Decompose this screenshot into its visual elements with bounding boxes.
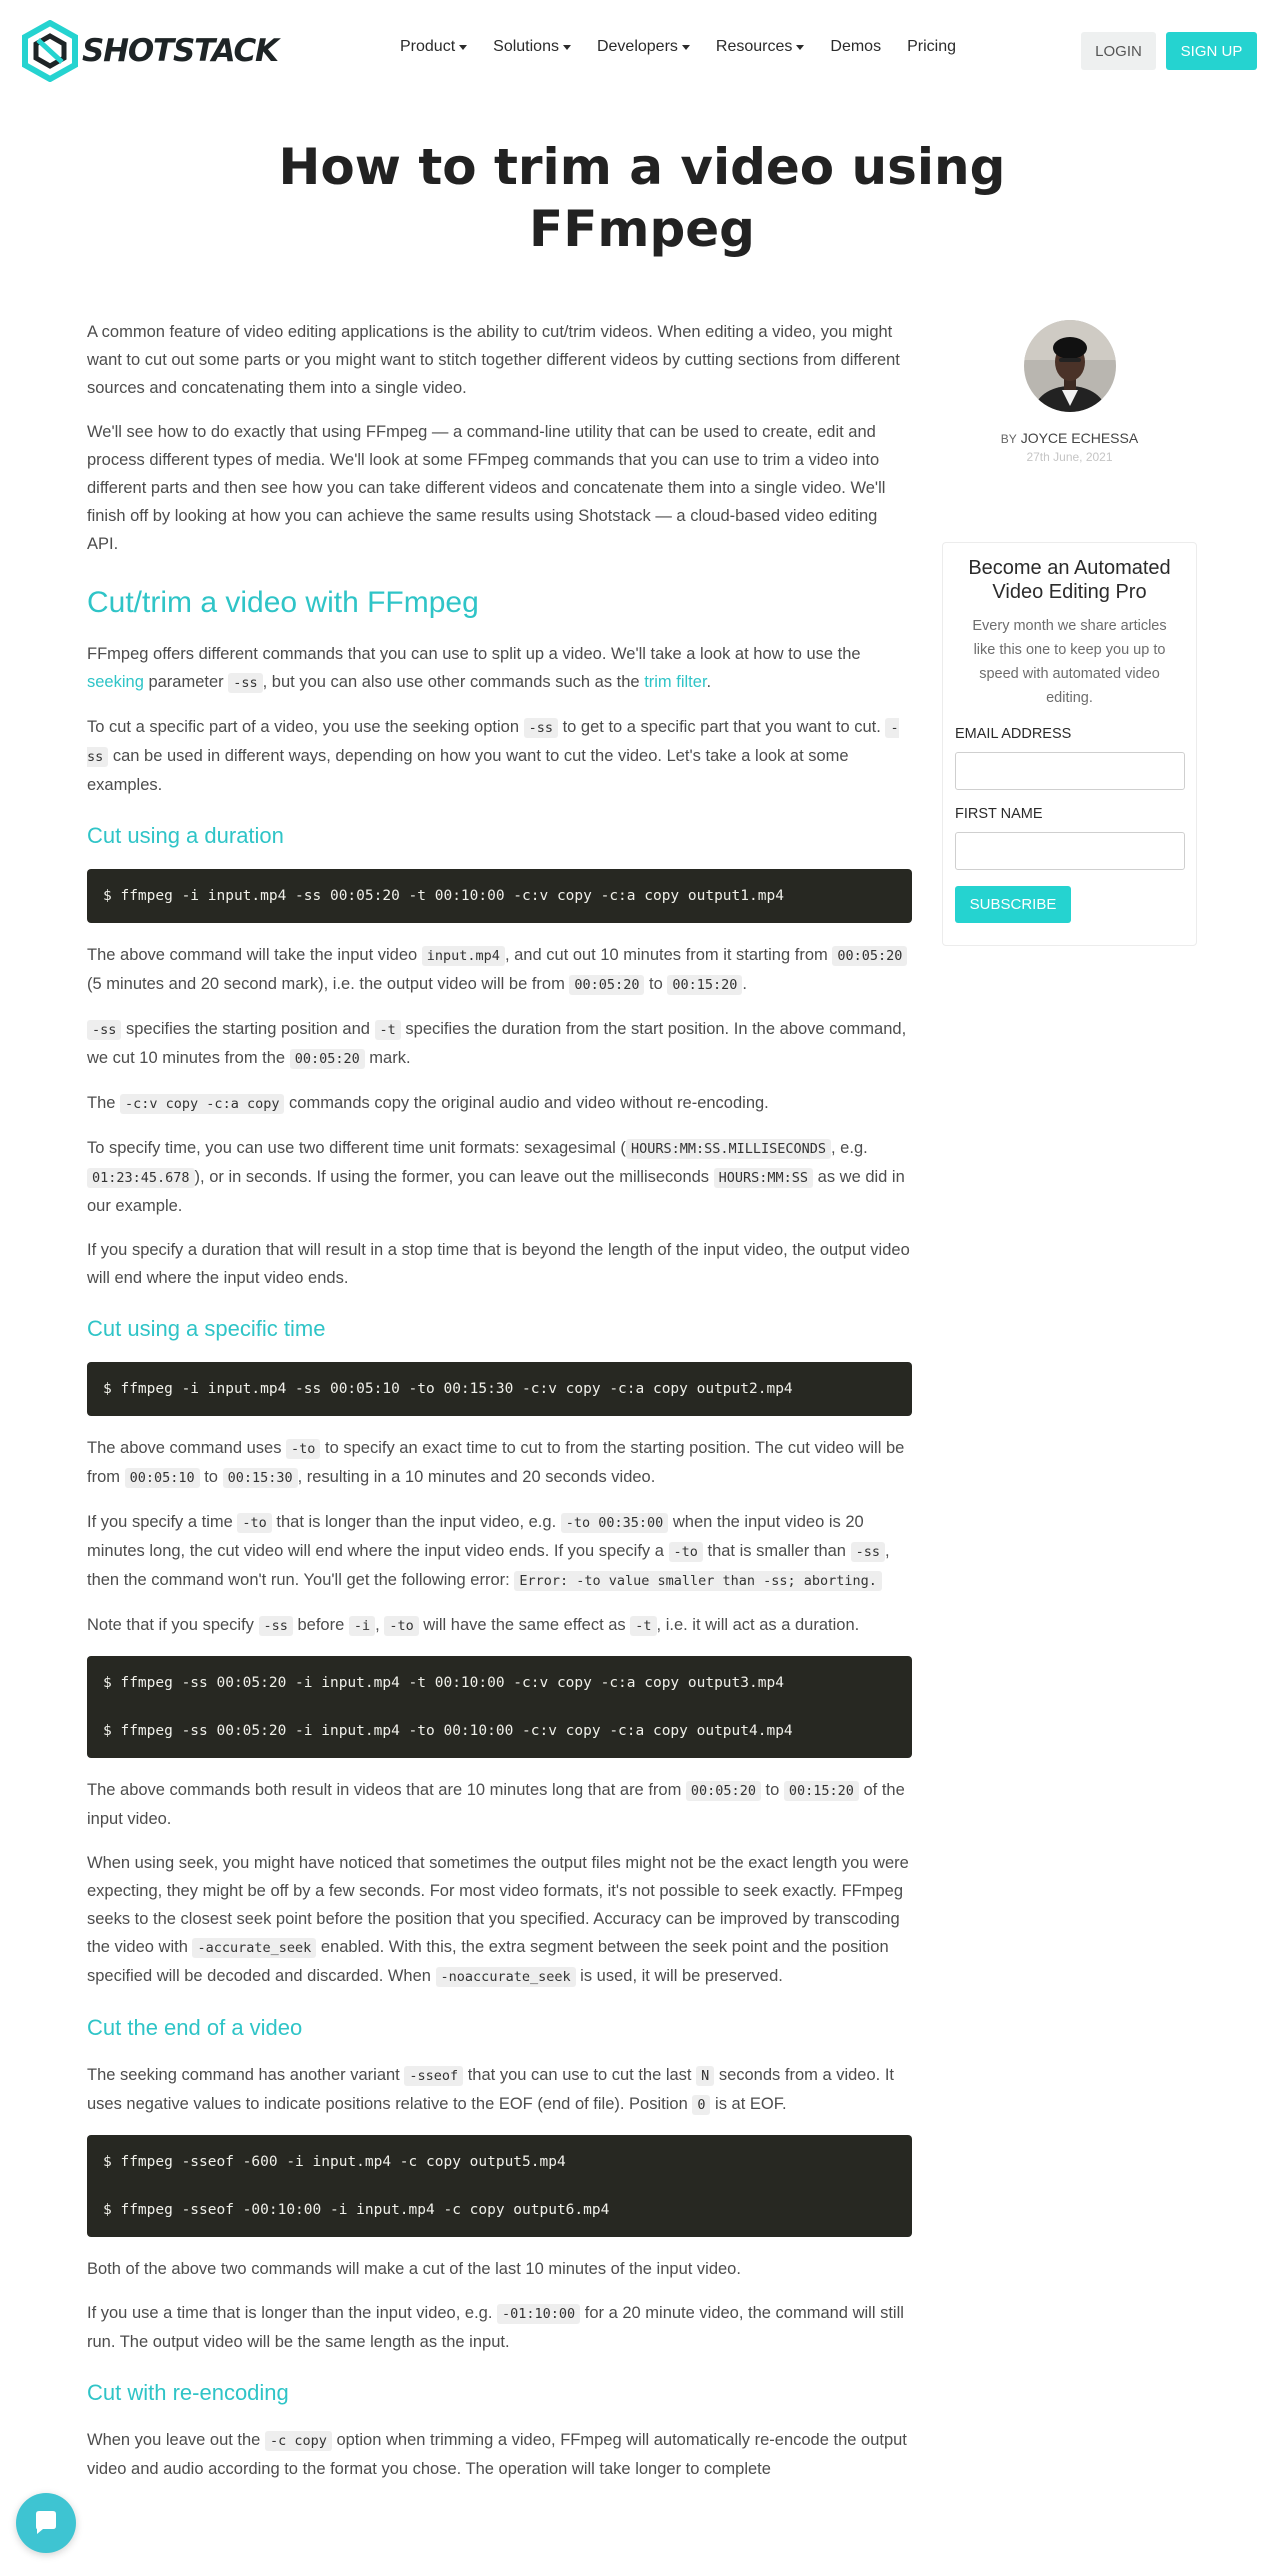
logo-wordmark: SHOTSTACK [82, 33, 278, 69]
inline-code: 01:23:45.678 [87, 1168, 195, 1188]
inline-code: -c:v copy -c:a copy [120, 1094, 284, 1114]
chevron-down-icon [682, 45, 690, 50]
subsection-heading: Cut the end of a video [87, 2015, 303, 2040]
chevron-down-icon [459, 45, 467, 50]
code-line: $ ffmpeg -i input.mp4 -ss 00:05:20 -t 00:10:00 -c:v copy -c:a copy output1.mp4 [103, 888, 784, 904]
inline-code: -ss [87, 720, 899, 765]
inline-code: -ss [87, 1020, 121, 1040]
login-button[interactable]: LOGIN [1081, 32, 1156, 70]
subsection-heading: Cut with re-encoding [87, 2380, 289, 2405]
intro-paragraph: We'll see how to do exactly that using FFmpeg — a command-line utility that can be used to create, edit and process different types of media. We'll look at some FFmpeg commands that you can use to trim a video into different parts and then see how you can take different videos and concatenate them into a single video. We'll finish off by looking at how you can achieve the same results using Shotstack — a cloud-based video editing API. [87, 423, 886, 553]
inline-code: -t [375, 1020, 401, 1040]
paragraph: The -c:v copy -c:a copy commands copy the original audio and video without re-encoding. [87, 1094, 769, 1112]
byline-prefix: BY [1000, 432, 1017, 446]
nav-resources-label: Resources [715, 38, 793, 55]
publish-date: 27th June, 2021 [1026, 450, 1113, 464]
paragraph: The above commands both result in videos that are 10 minutes long that are from 00:05:20 to 00:15:20 of the input video. [87, 1781, 905, 1828]
shotstack-logo-icon [22, 20, 78, 82]
paragraph: FFmpeg offers different commands that you can use to split up a video. We'll take a look at how to use the seeking parameter -ss , but you can also use other commands such as the trim filter. [87, 645, 861, 691]
code-line: $ ffmpeg -ss 00:05:20 -i input.mp4 -t 00:10:00 -c:v copy -c:a copy output3.mp4 [103, 1675, 784, 1691]
paragraph: The seeking command has another variant -sseof that you can use to cut the last N seconds from a video. It uses negative values to indicate positions relative to the EOF (end of file). Position 0 is at EOF. [87, 2066, 895, 2113]
inline-code: 00:05:20 [686, 1781, 761, 1801]
paragraph: When you leave out the -c copy option when trimming a video, FFmpeg will automatically re-encode the output video and audio according to the format you chose. The operation will take longer to complete [87, 2431, 907, 2478]
chat-icon [31, 2508, 61, 2538]
inline-code: -to [237, 1513, 271, 1533]
subsection-heading: Cut using a duration [87, 823, 284, 848]
code-line: $ ffmpeg -sseof -00:10:00 -i input.mp4 -c copy output6.mp4 [103, 2202, 610, 2218]
author-info [942, 318, 1197, 464]
shotstack-logo[interactable] [22, 20, 278, 82]
paragraph: If you specify a duration that will result in a stop time that is beyond the length of the input video, the output video will end where the input video ends. [87, 1241, 910, 1287]
inline-code: -to [384, 1616, 418, 1636]
nav-product-label: Product [400, 38, 456, 55]
newsletter-title: Become an Automated Video Editing Pro [968, 557, 1171, 603]
inline-code: -ss [851, 1542, 885, 1562]
intro-paragraph: A common feature of video editing applications is the ability to cut/trim videos. When editing a video, you might want to cut out some parts or you might want to stitch together different videos by cutting sections from different sources and concatenating them into a single video. [87, 323, 900, 397]
code-line: $ ffmpeg -ss 00:05:20 -i input.mp4 -to 00:10:00 -c:v copy -c:a copy output4.mp4 [103, 1723, 793, 1739]
inline-code: N [696, 2066, 714, 2086]
inline-code: -t [630, 1616, 656, 1636]
inline-code: -c copy [265, 2431, 332, 2451]
inline-code: 00:05:20 [290, 1049, 365, 1069]
inline-code: HOURS:MM:SS.MILLISECONDS [626, 1139, 831, 1159]
section-heading: Cut/trim a video with FFmpeg [87, 586, 479, 619]
page-title [0, 136, 1284, 260]
nav-developers[interactable] [597, 38, 690, 56]
nav-demos[interactable] [830, 38, 881, 56]
code-block[interactable] [87, 2135, 912, 2237]
nav-resources[interactable] [716, 38, 804, 56]
author-byline [942, 430, 1197, 446]
article-body [87, 318, 912, 2499]
paragraph: Both of the above two commands will make a cut of the last 10 minutes of the input video. [87, 2260, 741, 2278]
inline-code: -sseof [404, 2066, 463, 2086]
seeking-link[interactable]: seeking [87, 673, 144, 691]
inline-code: 00:15:30 [223, 1468, 298, 1488]
first-name-label: FIRST NAME [955, 806, 1043, 822]
paragraph: The above command uses -to to specify an exact time to cut to from the starting position. The cut video will be from 00:05:10 to 00:15:30 , resulting in a 10 minutes and 20 seconds video. [87, 1439, 905, 1486]
main-menu [400, 38, 982, 56]
nav-solutions[interactable] [493, 38, 571, 56]
nav-developers-label: Developers [596, 38, 678, 55]
inline-code: HOURS:MM:SS [714, 1168, 813, 1188]
inline-code: 00:05:20 [569, 975, 644, 995]
paragraph: To specify time, you can use two different time unit formats: sexagesimal ( HOURS:MM:SS.MILLISECONDS , e.g. 01:23:45.678 ), or in seconds. If using the former, you can leave out the milliseconds HOURS:MM:SS as we did in our example. [87, 1139, 905, 1215]
inline-code: -ss [259, 1616, 293, 1636]
inline-code: -to [286, 1439, 320, 1459]
paragraph: To cut a specific part of a video, you use the seeking option -ss to get to a specific part that you want to cut. -ss can be used in different ways, depending on how you want to cut the video. Let's take a look at some examples. [87, 718, 899, 794]
inline-code: Error: -to value smaller than -ss; aborting. [514, 1571, 882, 1591]
paragraph: If you specify a time -to that is longer than the input video, e.g. -to 00:35:00 when the input video is 20 minutes long, the cut video will end where the input video ends. If you specify a -to that is smaller than -ss , then the command won't run. You'll get the following error: Error: -to value smaller than -ss; aborting. [87, 1513, 890, 1589]
page-title-line2: FFmpeg [529, 200, 755, 258]
inline-code: 0 [692, 2095, 710, 2115]
code-line: $ ffmpeg -sseof -600 -i input.mp4 -c copy output5.mp4 [103, 2154, 566, 2170]
paragraph: If you use a time that is longer than the input video, e.g. -01:10:00 for a 20 minute video, the command will still run. The output video will be the same length as the input. [87, 2304, 904, 2351]
inline-code: -to 00:35:00 [561, 1513, 669, 1533]
inline-code: -ss [228, 673, 262, 693]
inline-code: 00:15:20 [784, 1781, 859, 1801]
paragraph: -ss specifies the starting position and -t specifies the duration from the start position. In the above command, we cut 10 minutes from the 00:05:20 mark. [87, 1020, 907, 1067]
inline-code: 00:05:10 [125, 1468, 200, 1488]
code-line: $ ffmpeg -i input.mp4 -ss 00:05:10 -to 00:15:30 -c:v copy -c:a copy output2.mp4 [103, 1381, 793, 1397]
nav-product[interactable] [400, 38, 467, 56]
inline-code: -i [349, 1616, 375, 1636]
paragraph: When using seek, you might have noticed that sometimes the output files might not be the exact length you were expecting, they might be off by a few seconds. For most video formats, it's not possible to seek exactly. FFmpeg seeks to the closest seek point before the position that you specified. Accuracy can be improved by transcoding the video with -accurate_seek enabled. With this, the extra segment between the seek point and the position specified will be decoded and discarded. When -noaccurate_seek is used, it will be preserved. [87, 1854, 909, 1985]
signup-button[interactable]: SIGN UP [1166, 32, 1257, 70]
author-avatar [1024, 320, 1116, 412]
code-block[interactable] [87, 869, 912, 923]
inline-code: 00:15:20 [667, 975, 742, 995]
first-name-input[interactable] [955, 832, 1185, 870]
email-input[interactable] [955, 752, 1185, 790]
trim-filter-link[interactable]: trim filter [644, 673, 707, 691]
page-title-line1: How to trim a video using [278, 138, 1006, 196]
chevron-down-icon [563, 45, 571, 50]
nav-pricing[interactable] [907, 38, 956, 56]
code-block[interactable] [87, 1656, 912, 1758]
chat-launcher[interactable] [16, 2493, 76, 2553]
code-block[interactable] [87, 1362, 912, 1416]
inline-code: -ss [524, 718, 558, 738]
top-navbar [0, 0, 1284, 102]
inline-code: -noaccurate_seek [436, 1967, 576, 1987]
paragraph: Note that if you specify -ss before -i , -to will have the same effect as -t , i.e. it will act as a duration. [87, 1616, 860, 1634]
chevron-down-icon [796, 45, 804, 50]
author-name[interactable]: JOYCE ECHESSA [1020, 430, 1139, 446]
email-label: EMAIL ADDRESS [955, 726, 1072, 742]
inline-code: -01:10:00 [497, 2304, 580, 2324]
inline-code: -accurate_seek [192, 1938, 316, 1958]
newsletter-card [942, 542, 1197, 946]
inline-code: -to [669, 1542, 703, 1562]
newsletter-description: Every month we share articles like this one to keep you up to speed with automated video editing. [972, 618, 1167, 706]
subsection-heading: Cut using a specific time [87, 1316, 326, 1341]
nav-demos-label: Demos [830, 38, 882, 55]
paragraph: The above command will take the input video input.mp4 , and cut out 10 minutes from it starting from 00:05:20 (5 minutes and 20 second mark), i.e. the output video will be from 00:05:20 to 00:15:20 . [87, 941, 912, 999]
inline-code: input.mp4 [422, 946, 505, 966]
subscribe-button[interactable]: SUBSCRIBE [955, 886, 1071, 923]
nav-pricing-label: Pricing [907, 38, 956, 55]
inline-code: 00:05:20 [832, 946, 907, 966]
nav-solutions-label: Solutions [493, 38, 559, 55]
